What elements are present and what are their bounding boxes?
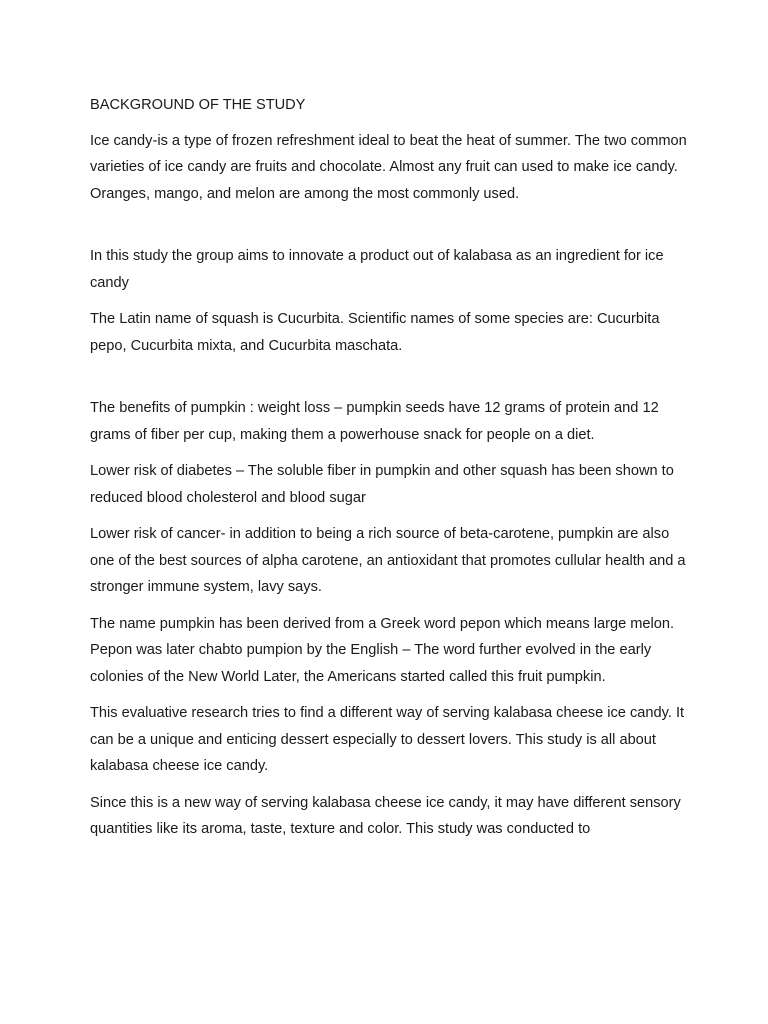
paragraph-cancer: Lower risk of cancer- in addition to being a rich source of beta-carotene, pumpkin are also one of the best sources of alpha carotene, an antioxidant that promotes cullular health and a stronger immune system, lavy says.	[90, 526, 686, 595]
document-body	[90, 92, 690, 853]
paragraph-evaluative-research: This evaluative research tries to find a different way of serving kalabasa cheese ice candy. It can be a unique and enticing dessert especially to dessert lovers. This study is all about kalabasa cheese ice candy.	[90, 705, 685, 774]
paragraph-new-way: Since this is a new way of serving kalabasa cheese ice candy, it may have different sensory quantities like its aroma, taste, texture and color. This study was conducted to	[90, 794, 681, 837]
paragraph-diabetes: Lower risk of diabetes – The soluble fiber in pumpkin and other squash has been shown to reduced blood cholesterol and blood sugar	[90, 463, 674, 506]
paragraph-latin-name: The Latin name of squash is Cucurbita. Scientific names of some species are: Cucurbita pepo, Cucurbita mixta, and Cucurbita maschata.	[90, 311, 660, 354]
paragraph-name-origin: The name pumpkin has been derived from a Greek word pepon which means large melon. Pepon was later chabto pumpion by the English – The word further evolved in the early colonies of the New World Later, the Americans started called this fruit pumpkin.	[90, 615, 675, 685]
paragraph-study-aim: In this study the group aims to innovate a product out of kalabasa as an ingredient for ice candy	[90, 248, 664, 291]
paragraph-benefits-weight-loss: The benefits of pumpkin : weight loss – pumpkin seeds have 12 grams of protein and 12 grams of fiber per cup, making them a powerhouse snack for people on a diet.	[90, 400, 659, 443]
section-heading: BACKGROUND OF THE STUDY	[90, 97, 306, 113]
paragraph-ice-candy-intro: Ice candy-is a type of frozen refreshment ideal to beat the heat of summer. The two common varieties of ice candy are fruits and chocolate. Almost any fruit can used to make ice candy. Oranges, mango, and melon are among the most commonly used.	[90, 132, 687, 202]
